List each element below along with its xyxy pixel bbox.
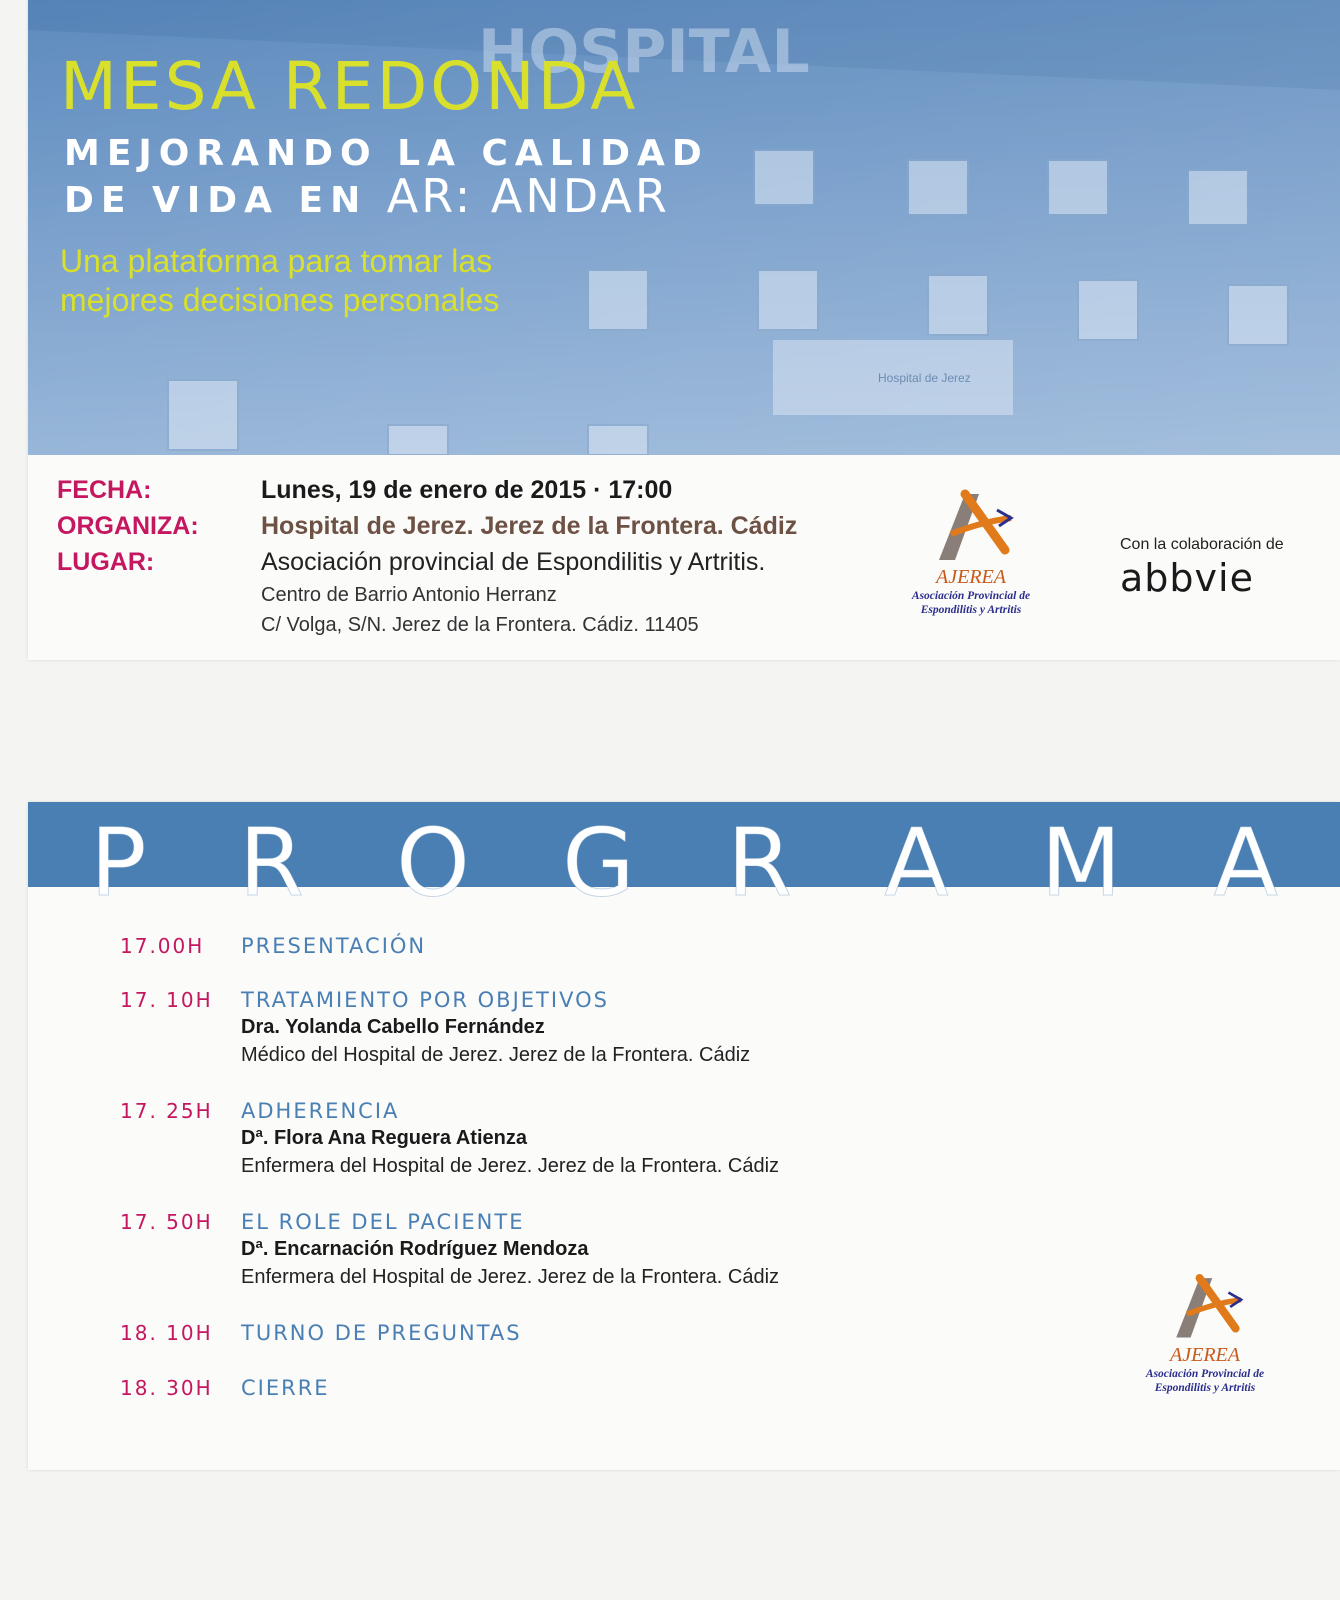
date-label: FECHA:	[57, 476, 152, 504]
item-speaker: Dra. Yolanda Cabello Fernández	[241, 1016, 545, 1038]
program-letter: A	[1213, 809, 1278, 918]
ajerea-logo	[896, 488, 1046, 617]
item-title: TURNO DE PREGUNTAS	[241, 1321, 522, 1345]
date-value: Lunes, 19 de enero de 2015 · 17:00	[261, 476, 673, 504]
program-letter: G	[562, 809, 635, 918]
hospital-sign-small: Hospital de Jerez	[878, 371, 971, 385]
venue-address: C/ Volga, S/N. Jerez de la Frontera. Cádiz. 11405	[261, 614, 699, 636]
venue-value: Asociación provincial de Espondilitis y Artritis.	[261, 548, 766, 576]
ajerea-desc-line-2: Espondilitis y Artritis	[1154, 1382, 1256, 1394]
venue-line-2: Centro de Barrio Antonio Herranz	[261, 584, 557, 606]
tagline-line-2: mejores decisiones personales	[60, 282, 500, 318]
program-letter: R	[726, 809, 793, 918]
subtitle-line-1: MEJORANDO LA CALIDAD	[64, 133, 709, 174]
collaboration-text: Con la colaboración de	[1120, 536, 1284, 553]
program-letter: M	[1040, 809, 1122, 918]
event-subtitle	[64, 132, 709, 222]
ajerea-desc-line-1: Asociación Provincial de	[911, 590, 1031, 602]
event-tagline	[60, 242, 499, 320]
event-title: MESA REDONDA	[60, 48, 639, 125]
abbvie-logo: abbvie	[1120, 556, 1254, 600]
item-title: EL ROLE DEL PACIENTE	[241, 1210, 525, 1234]
arch-a-icon	[1160, 1272, 1250, 1340]
ajerea-name: AJEREA	[1170, 1344, 1240, 1366]
program-letter: R	[238, 809, 305, 918]
item-time: 18. 30H	[120, 1376, 213, 1400]
program-title	[28, 804, 1340, 924]
tagline-line-1: Una plataforma para tomar las	[60, 243, 493, 279]
item-time: 17. 25H	[120, 1099, 213, 1123]
hospital-sign: HOSPITAL	[478, 17, 810, 87]
item-time: 17.00H	[120, 934, 205, 958]
program-letter: O	[396, 809, 471, 918]
item-speaker: Dª. Encarnación Rodríguez Mendoza	[241, 1238, 589, 1260]
item-title: PRESENTACIÓN	[241, 934, 427, 958]
program-letter: A	[884, 809, 949, 918]
item-title: TRATAMIENTO POR OBJETIVOS	[241, 988, 609, 1012]
invitation-card	[28, 0, 1340, 660]
item-time: 17. 50H	[120, 1210, 213, 1234]
item-title: ADHERENCIA	[241, 1099, 400, 1123]
subtitle-line-2	[64, 169, 709, 223]
ajerea-desc-line-1: Asociación Provincial de	[1145, 1368, 1265, 1380]
item-role: Enfermera del Hospital de Jerez. Jerez de la Frontera. Cádiz	[241, 1266, 780, 1288]
item-time: 17. 10H	[120, 988, 213, 1012]
ajerea-desc-line-2: Espondilitis y Artritis	[920, 604, 1022, 616]
venue-label: LUGAR:	[57, 548, 155, 576]
arch-a-icon	[921, 488, 1021, 562]
subtitle-line-2-prefix: DE VIDA EN	[64, 180, 387, 221]
item-role: Enfermera del Hospital de Jerez. Jerez de la Frontera. Cádiz	[241, 1155, 780, 1177]
item-title: CIERRE	[241, 1376, 330, 1400]
item-time: 18. 10H	[120, 1321, 213, 1345]
item-speaker: Dª. Flora Ana Reguera Atienza	[241, 1127, 527, 1149]
organizer-label: ORGANIZA:	[57, 512, 199, 540]
program-letter: P	[90, 809, 147, 918]
ajerea-name: AJEREA	[936, 566, 1006, 588]
hero-banner	[28, 0, 1340, 455]
item-role: Médico del Hospital de Jerez. Jerez de la Frontera. Cádiz	[241, 1044, 751, 1066]
subtitle-line-2-big: AR: ANDAR	[386, 169, 670, 223]
ajerea-logo-bottom	[1130, 1272, 1280, 1395]
organizer-value: Hospital de Jerez. Jerez de la Frontera. Cádiz	[261, 512, 798, 540]
program-card	[28, 802, 1340, 1470]
